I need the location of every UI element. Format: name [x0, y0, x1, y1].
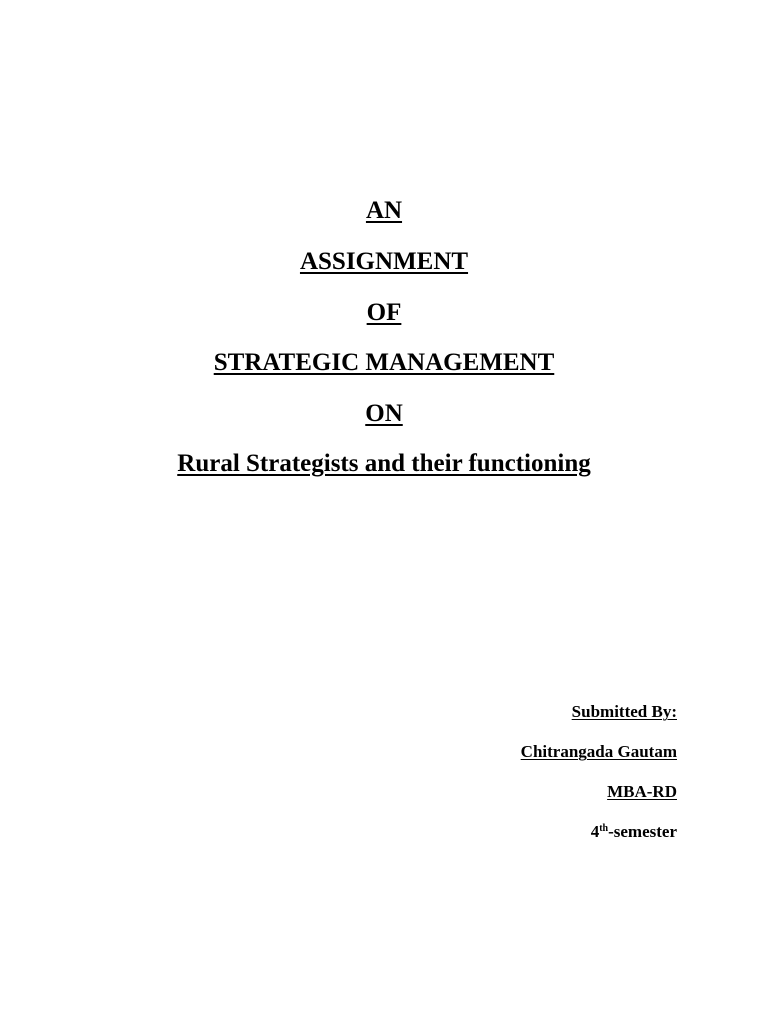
title-subject	[0, 348, 768, 378]
semester-text: -semester	[608, 822, 677, 841]
author-name	[521, 742, 677, 762]
title-an	[0, 196, 768, 226]
title-of	[0, 298, 768, 328]
semester-suffix: th	[599, 823, 609, 834]
title-subject-text: STRATEGIC MANAGEMENT	[213, 349, 555, 376]
program-name	[607, 782, 677, 802]
semester	[591, 822, 677, 842]
title-on-text: ON	[365, 400, 403, 427]
title-topic	[0, 449, 768, 479]
submitted-by-text: Submitted By:	[571, 702, 677, 721]
title-an-text: AN	[365, 197, 403, 224]
title-of-text: OF	[366, 299, 402, 326]
semester-number: 4	[590, 822, 600, 841]
title-on	[0, 399, 768, 429]
program-name-text: MBA-RD	[607, 782, 677, 801]
title-assignment	[0, 247, 768, 277]
author-name-text: Chitrangada Gautam	[520, 742, 677, 761]
title-topic-text: Rural Strategists and their functioning	[177, 450, 591, 477]
submitted-by-label	[572, 702, 677, 722]
title-assignment-text: ASSIGNMENT	[299, 248, 469, 275]
